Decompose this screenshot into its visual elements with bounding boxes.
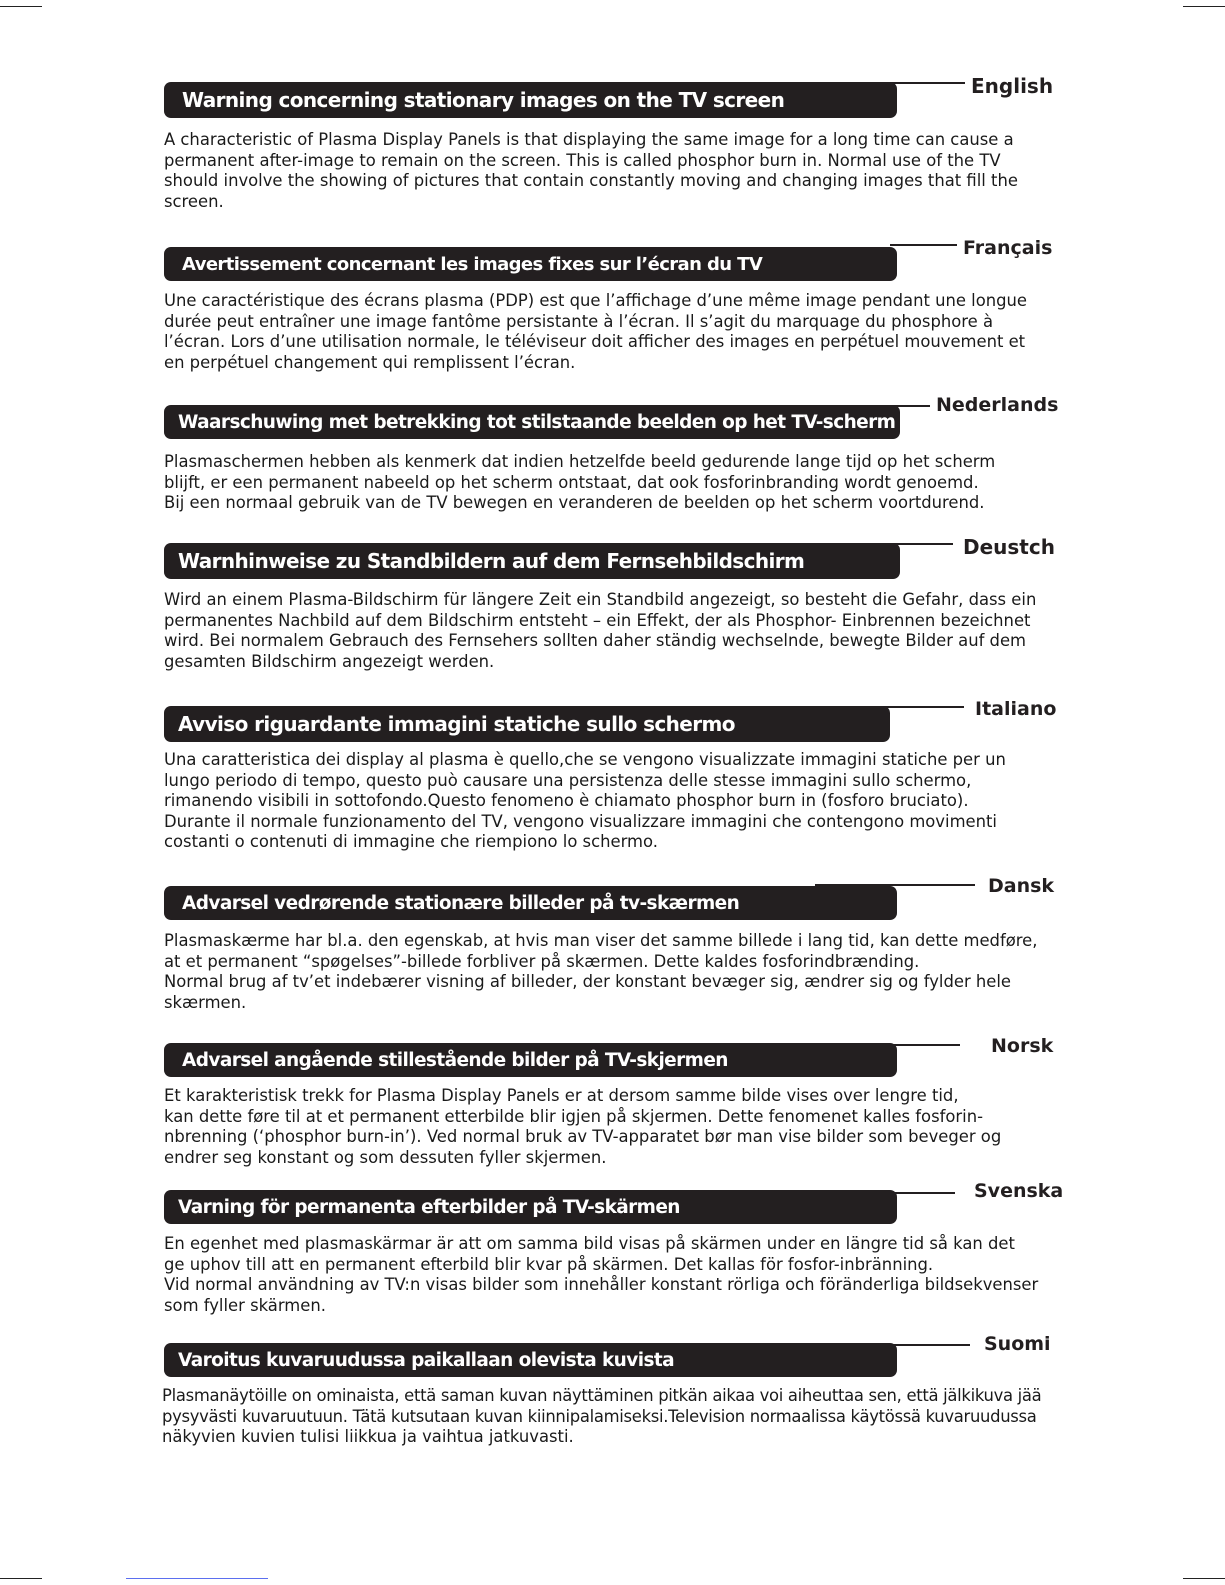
body-line: endrer seg konstant og som dessuten fyller skjermen. [164, 1147, 607, 1167]
body-line: permanent after-image to remain on the screen. This is called phosphor burn in. Normal use of the TV [164, 150, 1001, 170]
section-body [164, 130, 1054, 212]
body-line: Durante il normale funzionamento del TV, vengono visualizzare immagini che contengono movimenti [164, 811, 997, 831]
language-label: Dansk [988, 875, 1055, 897]
section-body [162, 1386, 1052, 1448]
body-line: Vid normal användning av TV:n visas bilder som innehåller konstant rörliga och föränderliga bildsekvenser [164, 1275, 1039, 1295]
language-label: Norsk [991, 1035, 1054, 1057]
body-line: som fyller skärmen. [164, 1295, 326, 1315]
section-body [164, 452, 1054, 514]
body-line: should involve the showing of pictures that contain constantly moving and changing images that fill the [164, 171, 1018, 191]
section-heading: Varoitus kuvaruudussa paikallaan olevista kuvista [164, 1343, 897, 1377]
language-rule [890, 543, 953, 545]
body-line: Une caractéristique des écrans plasma (PDP) est que l’affichage d’une même image pendant une longue [164, 291, 1028, 310]
body-line: rimanendo visibili in sottofondo.Questo fenomeno è chiamato phosphor burn in (fosforo bruciato). [164, 791, 969, 811]
body-line: lungo periodo di tempo, questo può causare una persistenza delle stesse immagini sullo schermo, [164, 770, 972, 790]
body-line: blijft, er een permanent nabeeld op het scherm ontstaat, dat ook fosforinbranding wordt genoemd. [164, 472, 979, 492]
section-heading: Avviso riguardante immagini statiche sullo schermo [164, 706, 890, 742]
body-line: wird. Bei normalem Gebrauch des Fernsehers sollten daher ständig wechselnde, bewegte Bilder auf dem [164, 631, 1027, 651]
language-rule [890, 1044, 960, 1046]
language-label: Nederlands [936, 394, 1059, 416]
body-line: l’écran. Lors d’une utilisation normale, le téléviseur doit afficher des images en perpétuel mouvement et [164, 332, 1026, 352]
body-line: skærmen. [164, 992, 247, 1012]
language-rule [890, 82, 965, 84]
body-line: en perpétuel changement qui remplissent l’écran. [164, 352, 576, 372]
section-body [164, 750, 1054, 853]
body-line: Plasmaskærme har bl.a. den egenskab, at hvis man viser det samme billede i lang tid, kan dette medføre, [164, 931, 1038, 950]
body-line: pysyvästi kuvaruutuun. Tätä kutsutaan kuvan kiinnipalamiseksi.Television normaalissa käytössä kuvaruudussa [162, 1406, 1037, 1426]
language-label: Svenska [974, 1180, 1064, 1202]
body-line: Bij een normaal gebruik van de TV bewegen en veranderen de beelden op het scherm voortdurend. [164, 493, 985, 513]
section-body [164, 1234, 1054, 1316]
section-heading: Varning för permanenta efterbilder på TV-skärmen [164, 1190, 897, 1224]
section-body [164, 590, 1054, 672]
body-line: Una caratteristica dei display al plasma è quello,che se vengono visualizzate immagini statiche per un [164, 750, 1006, 769]
body-line: nbrenning (‘phosphor burn-in’). Ved normal bruk av TV-apparatet bør man vise bilder som beveger og [164, 1127, 1002, 1147]
crop-mark-top-left [0, 6, 42, 7]
crop-mark-top-right [1183, 6, 1225, 7]
body-line: durée peut entraîner une image fantôme persistante à l’écran. Il s’agit du marquage du phosphore à [164, 311, 993, 331]
section-heading: Advarsel vedrørende stationære billeder på tv-skærmen [164, 886, 897, 920]
section-body [164, 1086, 1054, 1168]
language-rule [880, 706, 964, 708]
body-line: costanti o contenuti di immagine che riempiono lo schermo. [164, 832, 658, 852]
language-label: English [971, 74, 1054, 98]
language-label: Suomi [984, 1333, 1051, 1355]
body-line: Wird an einem Plasma-Bildschirm für längere Zeit ein Standbild angezeigt, so besteht die Gefahr, dass ein [164, 590, 1037, 609]
body-line: ge uphov till att en permanent efterbild blir kvar på skärmen. Det kallas för fosfor-inbränning. [164, 1254, 934, 1274]
crop-mark-bottom-blue [126, 1578, 268, 1579]
language-rule [890, 244, 957, 246]
language-rule [890, 1192, 955, 1194]
section-heading: Warning concerning stationary images on the TV screen [164, 82, 897, 118]
body-line: Plasmaschermen hebben als kenmerk dat indien hetzelfde beeld gedurende lange tijd op het scherm [164, 452, 996, 471]
crop-mark-bottom-left [0, 1578, 42, 1579]
body-line: näkyvien kuvien tulisi liikkua ja vaihtua jatkuvasti. [162, 1427, 574, 1447]
body-line: A characteristic of Plasma Display Panels is that displaying the same image for a long time can cause a [164, 130, 1014, 149]
body-line: permanentes Nachbild auf dem Bildschirm entsteht – ein Effekt, der als Phosphor- Einbrennen bezeichnet [164, 610, 1031, 630]
body-line: Plasmanäytöille on ominaista, että saman kuvan näyttäminen pitkän aikaa voi aiheuttaa sen, että jälkikuva jää [162, 1386, 1042, 1405]
body-line: screen. [164, 191, 224, 211]
body-line: gesamten Bildschirm angezeigt werden. [164, 651, 495, 671]
language-label: Italiano [975, 698, 1057, 720]
body-line: En egenhet med plasmaskärmar är att om samma bild visas på skärmen under en längre tid så kan det [164, 1234, 1015, 1253]
body-line: Et karakteristisk trekk for Plasma Display Panels er at dersom samme bilde vises over lengre tid, [164, 1086, 959, 1105]
crop-mark-bottom-right [1183, 1578, 1225, 1579]
section-heading: Advarsel angående stillestående bilder på TV-skjermen [164, 1043, 897, 1077]
section-heading: Warnhinweise zu Standbildern auf dem Fernsehbildschirm [164, 543, 900, 579]
body-line: at et permanent “spøgelses”-billede forbliver på skærmen. Dette kaldes fosforindbrænding. [164, 951, 920, 971]
section-body [164, 291, 1054, 373]
language-label: Français [963, 237, 1053, 259]
section-heading: Avertissement concernant les images fixes sur l’écran du TV [164, 247, 897, 281]
body-line: kan dette føre til at et permanent etterbilde blir igjen på skjermen. Dette fenomenet kalles fosforin- [164, 1106, 984, 1126]
body-line: Normal brug af tv’et indebærer visning af billeder, der konstant bevæger sig, ændrer sig og fylder hele [164, 972, 1012, 992]
section-heading: Waarschuwing met betrekking tot stilstaande beelden op het TV-scherm [164, 405, 900, 439]
language-label: Deustch [963, 535, 1055, 559]
section-body [164, 931, 1054, 1013]
language-rule [890, 1344, 970, 1346]
